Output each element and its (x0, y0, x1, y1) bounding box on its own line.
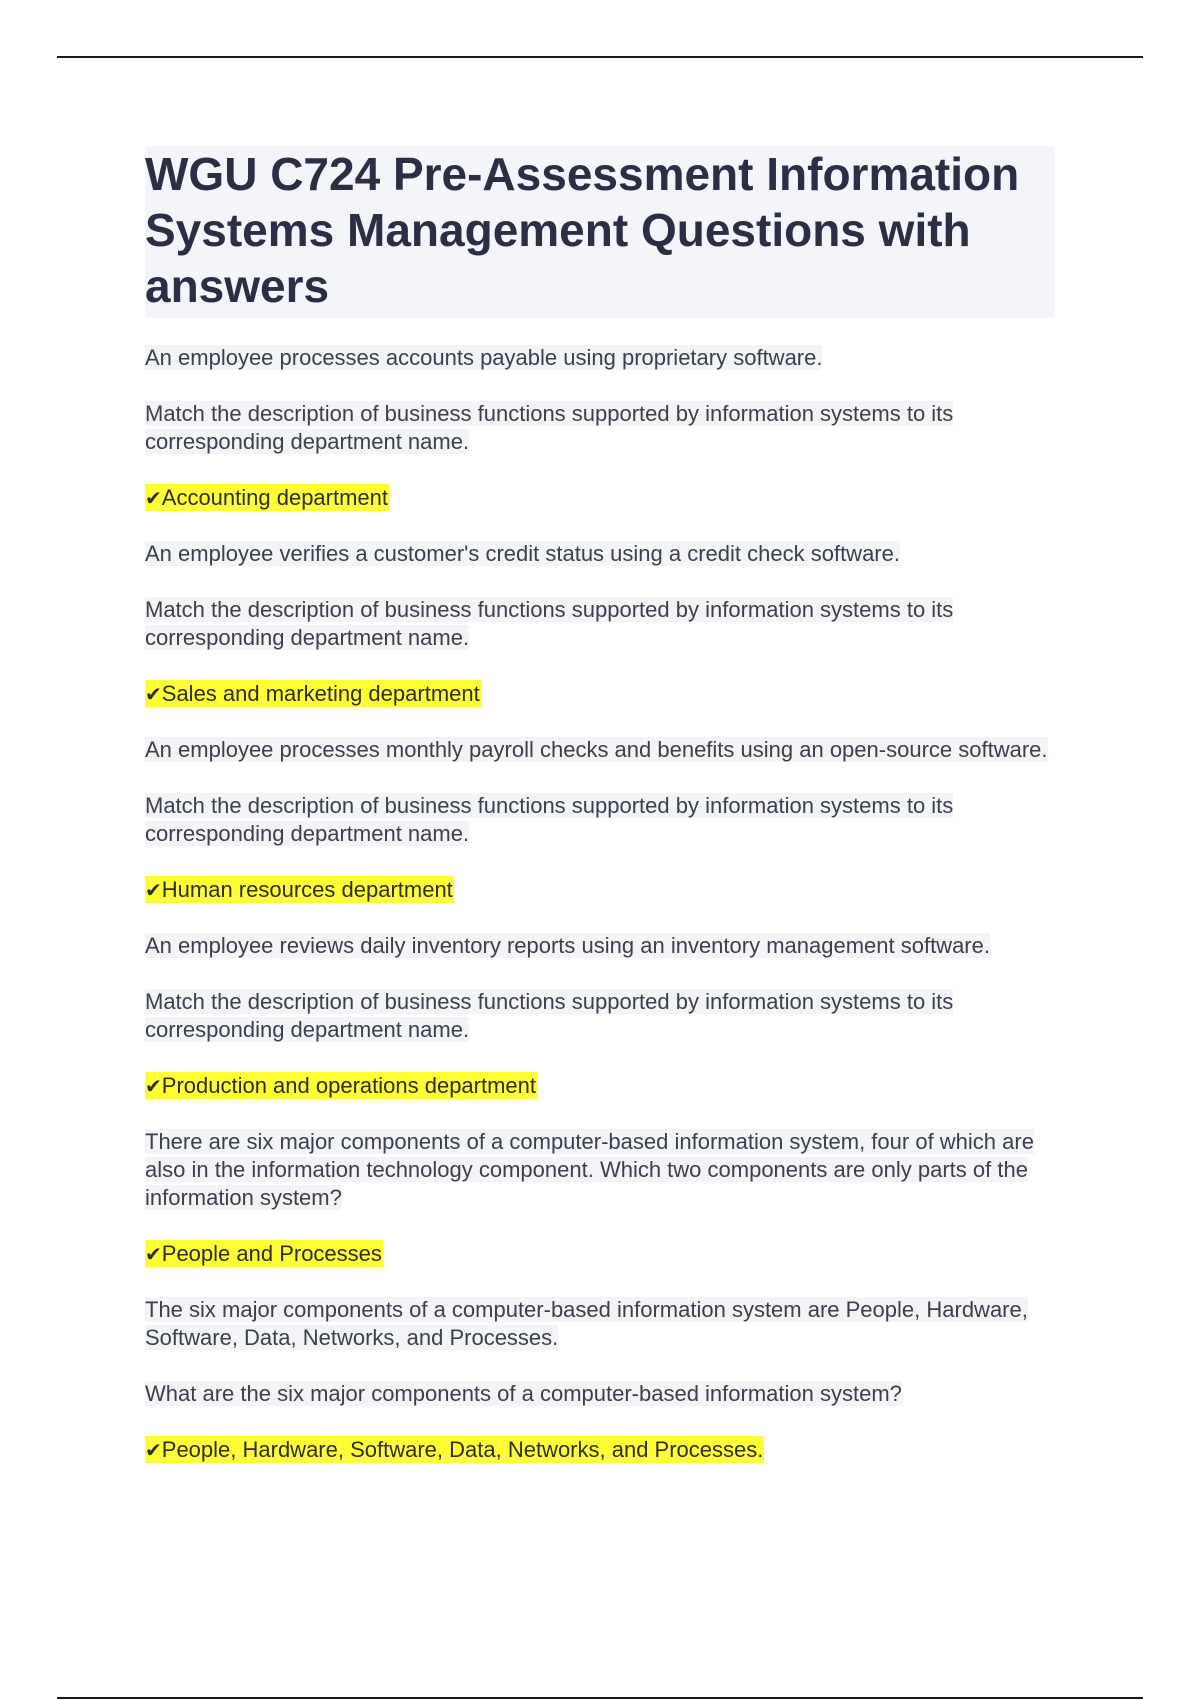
answer-text: Production and operations department (161, 1073, 537, 1098)
answer (145, 1072, 1055, 1100)
answer-highlight (145, 680, 481, 707)
question-text (145, 344, 1055, 372)
question-item (145, 1128, 1055, 1268)
question-text (145, 400, 1055, 456)
answer (145, 680, 1055, 708)
question-text (145, 736, 1055, 764)
question-item (145, 932, 1055, 1100)
question-text (145, 596, 1055, 652)
question-text (145, 1128, 1055, 1212)
question-text (145, 1296, 1055, 1352)
question-text (145, 1380, 1055, 1408)
question-text-content: Match the description of business functions supported by information systems to its corresponding department name. (145, 401, 954, 454)
question-item (145, 540, 1055, 708)
answer-text: People and Processes (161, 1241, 382, 1266)
question-text-content: There are six major components of a computer-based information system, four of which are also in the information technology component. Which two components are only parts of the information system? (145, 1129, 1034, 1210)
document-title: WGU C724 Pre-Assessment Information Systems Management Questions with answers (145, 148, 1020, 312)
title-block (145, 146, 1055, 318)
question-item (145, 1296, 1055, 1464)
question-text (145, 932, 1055, 960)
answer-highlight (145, 1436, 764, 1463)
answer-text: Human resources department (161, 877, 453, 902)
answer-highlight (145, 1072, 537, 1099)
question-text-content: An employee reviews daily inventory reports using an inventory management software. (145, 933, 990, 958)
question-text-content: Match the description of business functions supported by information systems to its corresponding department name. (145, 597, 954, 650)
question-text-content: An employee verifies a customer's credit status using a credit check software. (145, 541, 900, 566)
answer-highlight (145, 484, 389, 511)
check-mark-icon: ✔ (145, 1074, 162, 1098)
answer (145, 876, 1055, 904)
question-item (145, 736, 1055, 904)
question-item (145, 344, 1055, 512)
answer-text: Accounting department (161, 485, 389, 510)
check-mark-icon: ✔ (145, 878, 162, 902)
check-mark-icon: ✔ (145, 1242, 162, 1266)
answer (145, 484, 1055, 512)
answer (145, 1240, 1055, 1268)
question-text-content: The six major components of a computer-based information system are People, Hardware, Software, Data, Networks, and Processes. (145, 1297, 1028, 1350)
question-text-content: Match the description of business functions supported by information systems to its corresponding department name. (145, 989, 954, 1042)
answer-highlight (145, 1240, 383, 1267)
answer-text: Sales and marketing department (161, 681, 480, 706)
answer-text: People, Hardware, Software, Data, Networks, and Processes. (161, 1437, 764, 1462)
question-text (145, 988, 1055, 1044)
check-mark-icon: ✔ (145, 486, 162, 510)
document-body (145, 146, 1055, 1492)
bottom-rule (57, 1697, 1143, 1699)
question-text-content: What are the six major components of a computer-based information system? (145, 1381, 902, 1406)
question-text (145, 540, 1055, 568)
question-text-content: An employee processes accounts payable using proprietary software. (145, 345, 823, 370)
top-rule (57, 56, 1143, 58)
answer (145, 1436, 1055, 1464)
question-list (145, 344, 1055, 1464)
question-text-content: Match the description of business functions supported by information systems to its corresponding department name. (145, 793, 954, 846)
check-mark-icon: ✔ (145, 1438, 162, 1462)
question-text (145, 792, 1055, 848)
question-text-content: An employee processes monthly payroll checks and benefits using an open-source software. (145, 737, 1048, 762)
check-mark-icon: ✔ (145, 682, 162, 706)
answer-highlight (145, 876, 454, 903)
